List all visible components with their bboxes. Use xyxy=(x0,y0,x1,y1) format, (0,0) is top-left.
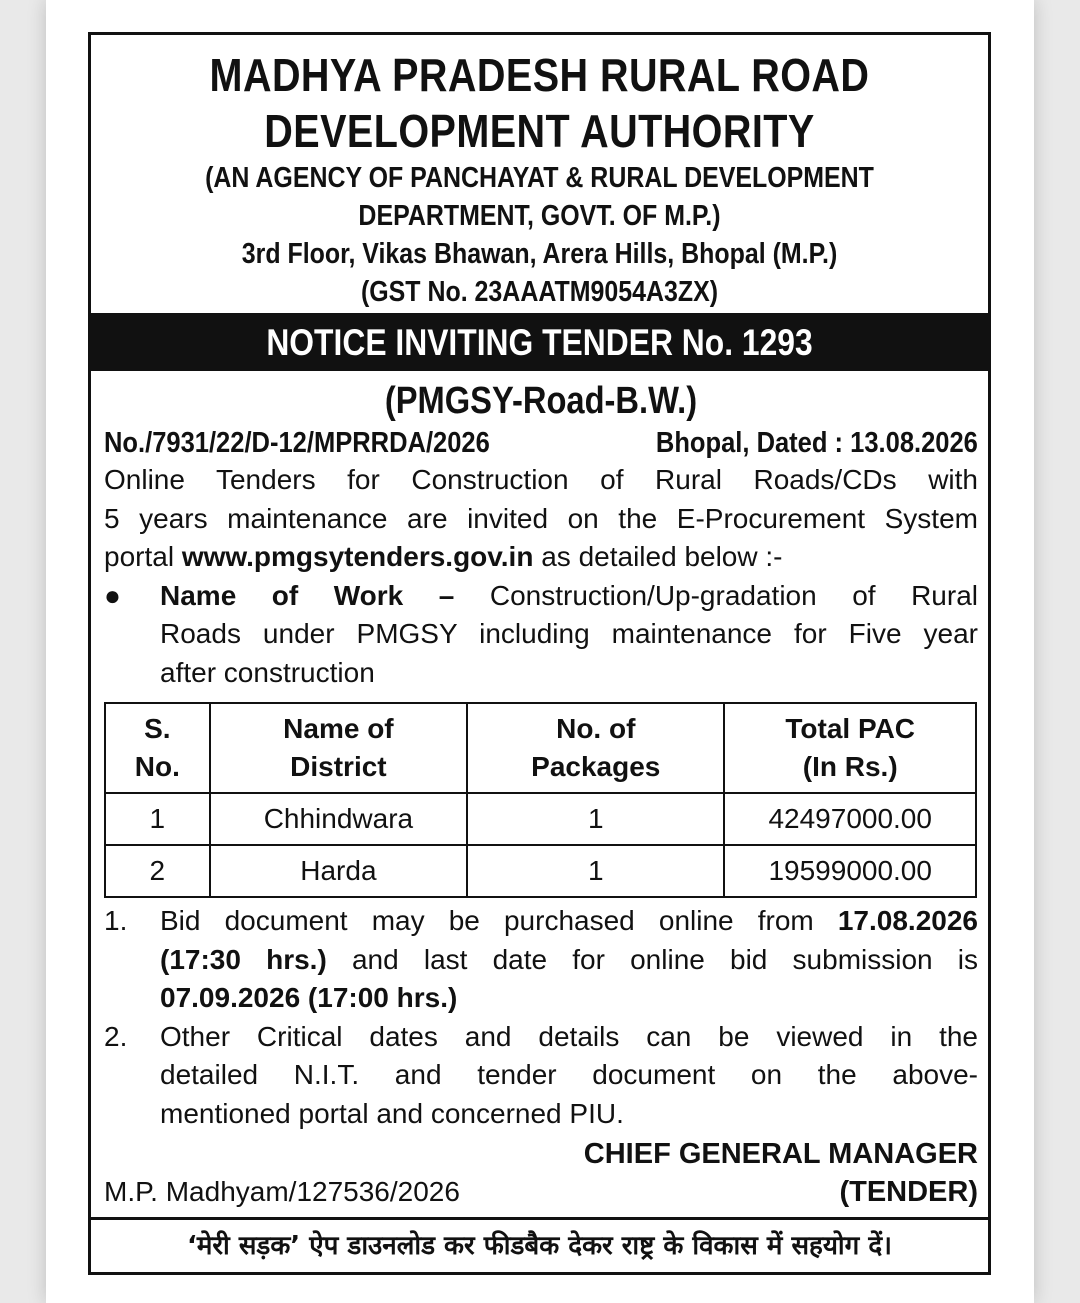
name-of-work xyxy=(104,577,978,693)
signatory xyxy=(584,1135,978,1211)
scheme-code xyxy=(104,371,978,431)
note-number: 2. xyxy=(104,1020,128,1052)
work-line3: after construction xyxy=(160,656,375,688)
cell-sno: 1 xyxy=(105,793,210,845)
agency-line2: DEPARTMENT, GOVT. OF M.P.) xyxy=(358,200,721,232)
signature-block xyxy=(104,1135,978,1211)
agency-line1: (AN AGENCY OF PANCHAYAT & RURAL DEVELOPMENT xyxy=(205,162,874,194)
package-table xyxy=(104,702,977,898)
bid-end-datetime: 07.09.2026 (17:00 hrs.) xyxy=(160,982,458,1013)
work-line1-text: Construction/Up-gradation of Rural xyxy=(454,579,978,611)
note-1 xyxy=(104,902,978,1018)
authority-header xyxy=(91,35,988,308)
cell-pac: 19599000.00 xyxy=(724,845,976,897)
header-packages: No. of Packages xyxy=(467,703,724,793)
cell-packages: 1 xyxy=(467,793,724,845)
intro-paragraph xyxy=(104,461,978,577)
intro-line3-prefix: portal xyxy=(104,541,182,572)
gst-number: (GST No. 23AAATM9054A3ZX) xyxy=(360,276,719,308)
intro-line1: Online Tenders for Construction of Rural Roads/CDs with xyxy=(104,464,978,495)
portal-url: www.pmgsytenders.gov.in xyxy=(181,541,534,572)
authority-name-line1: MADHYA PRADESH RURAL ROAD xyxy=(209,49,870,101)
note1-line1: Bid document may be purchased online from 17.08.2026 xyxy=(160,905,978,936)
signatory-dept: (TENDER) xyxy=(839,1176,978,1208)
note1-line2: (17:30 hrs.) and last date for online bid submission is xyxy=(160,943,978,975)
notice-body xyxy=(91,371,988,1211)
note2-line3: mentioned portal and concerned PIU. xyxy=(160,1097,624,1129)
table-header-row xyxy=(105,703,976,793)
cell-packages: 1 xyxy=(467,845,724,897)
hindi-footer: ‘मेरी सड़क’ ऐप डाउनलोड कर फीडबैक देकर राष्ट्र के विकास में सहयोग दें। xyxy=(91,1217,988,1272)
bid-start-time: (17:30 hrs.) xyxy=(160,943,327,975)
reference-number: No./7931/22/D-12/MPRRDA/2026 xyxy=(104,427,490,459)
signatory-title: CHIEF GENERAL MANAGER xyxy=(583,1138,978,1170)
scheme-code-text: (PMGSY-Road-B.W.) xyxy=(384,380,698,422)
address: 3rd Floor, Vikas Bhawan, Arera Hills, Bhopal (M.P.) xyxy=(241,238,838,270)
intro-line2: 5 years maintenance are invited on the E-Procurement System xyxy=(104,502,978,534)
cell-sno: 2 xyxy=(105,845,210,897)
header-pac: Total PAC (In Rs.) xyxy=(724,703,976,793)
tender-notice xyxy=(88,32,991,1275)
table-row xyxy=(105,845,976,897)
note-2 xyxy=(104,1018,978,1134)
note2-line2: detailed N.I.T. and tender document on the above- xyxy=(160,1059,978,1090)
note-number: 1. xyxy=(104,905,128,936)
work-line2: Roads under PMGSY including maintenance for Five year xyxy=(160,618,978,649)
cell-district: Harda xyxy=(210,845,467,897)
bullet-icon: ● xyxy=(104,579,121,611)
bid-start-date: 17.08.2026 xyxy=(837,905,978,936)
cell-pac: 42497000.00 xyxy=(724,793,976,845)
note2-line1: Other Critical dates and details can be viewed in the xyxy=(160,1020,978,1052)
cell-district: Chhindwara xyxy=(210,793,467,845)
notice-title-bar xyxy=(91,313,988,371)
work-line1 xyxy=(160,577,978,616)
notice-title: NOTICE INVITING TENDER No. 1293 xyxy=(266,322,813,363)
work-label: Name of Work – xyxy=(160,579,455,611)
table-row xyxy=(105,793,976,845)
place-date: Bhopal, Dated : 13.08.2026 xyxy=(656,427,978,459)
header-sno: S. No. xyxy=(105,703,210,793)
intro-line3-suffix: as detailed below :- xyxy=(533,541,783,572)
ad-reference: M.P. Madhyam/127536/2026 xyxy=(104,1176,460,1207)
authority-name-line2: DEVELOPMENT AUTHORITY xyxy=(264,105,815,157)
header-district: Name of District xyxy=(210,703,467,793)
